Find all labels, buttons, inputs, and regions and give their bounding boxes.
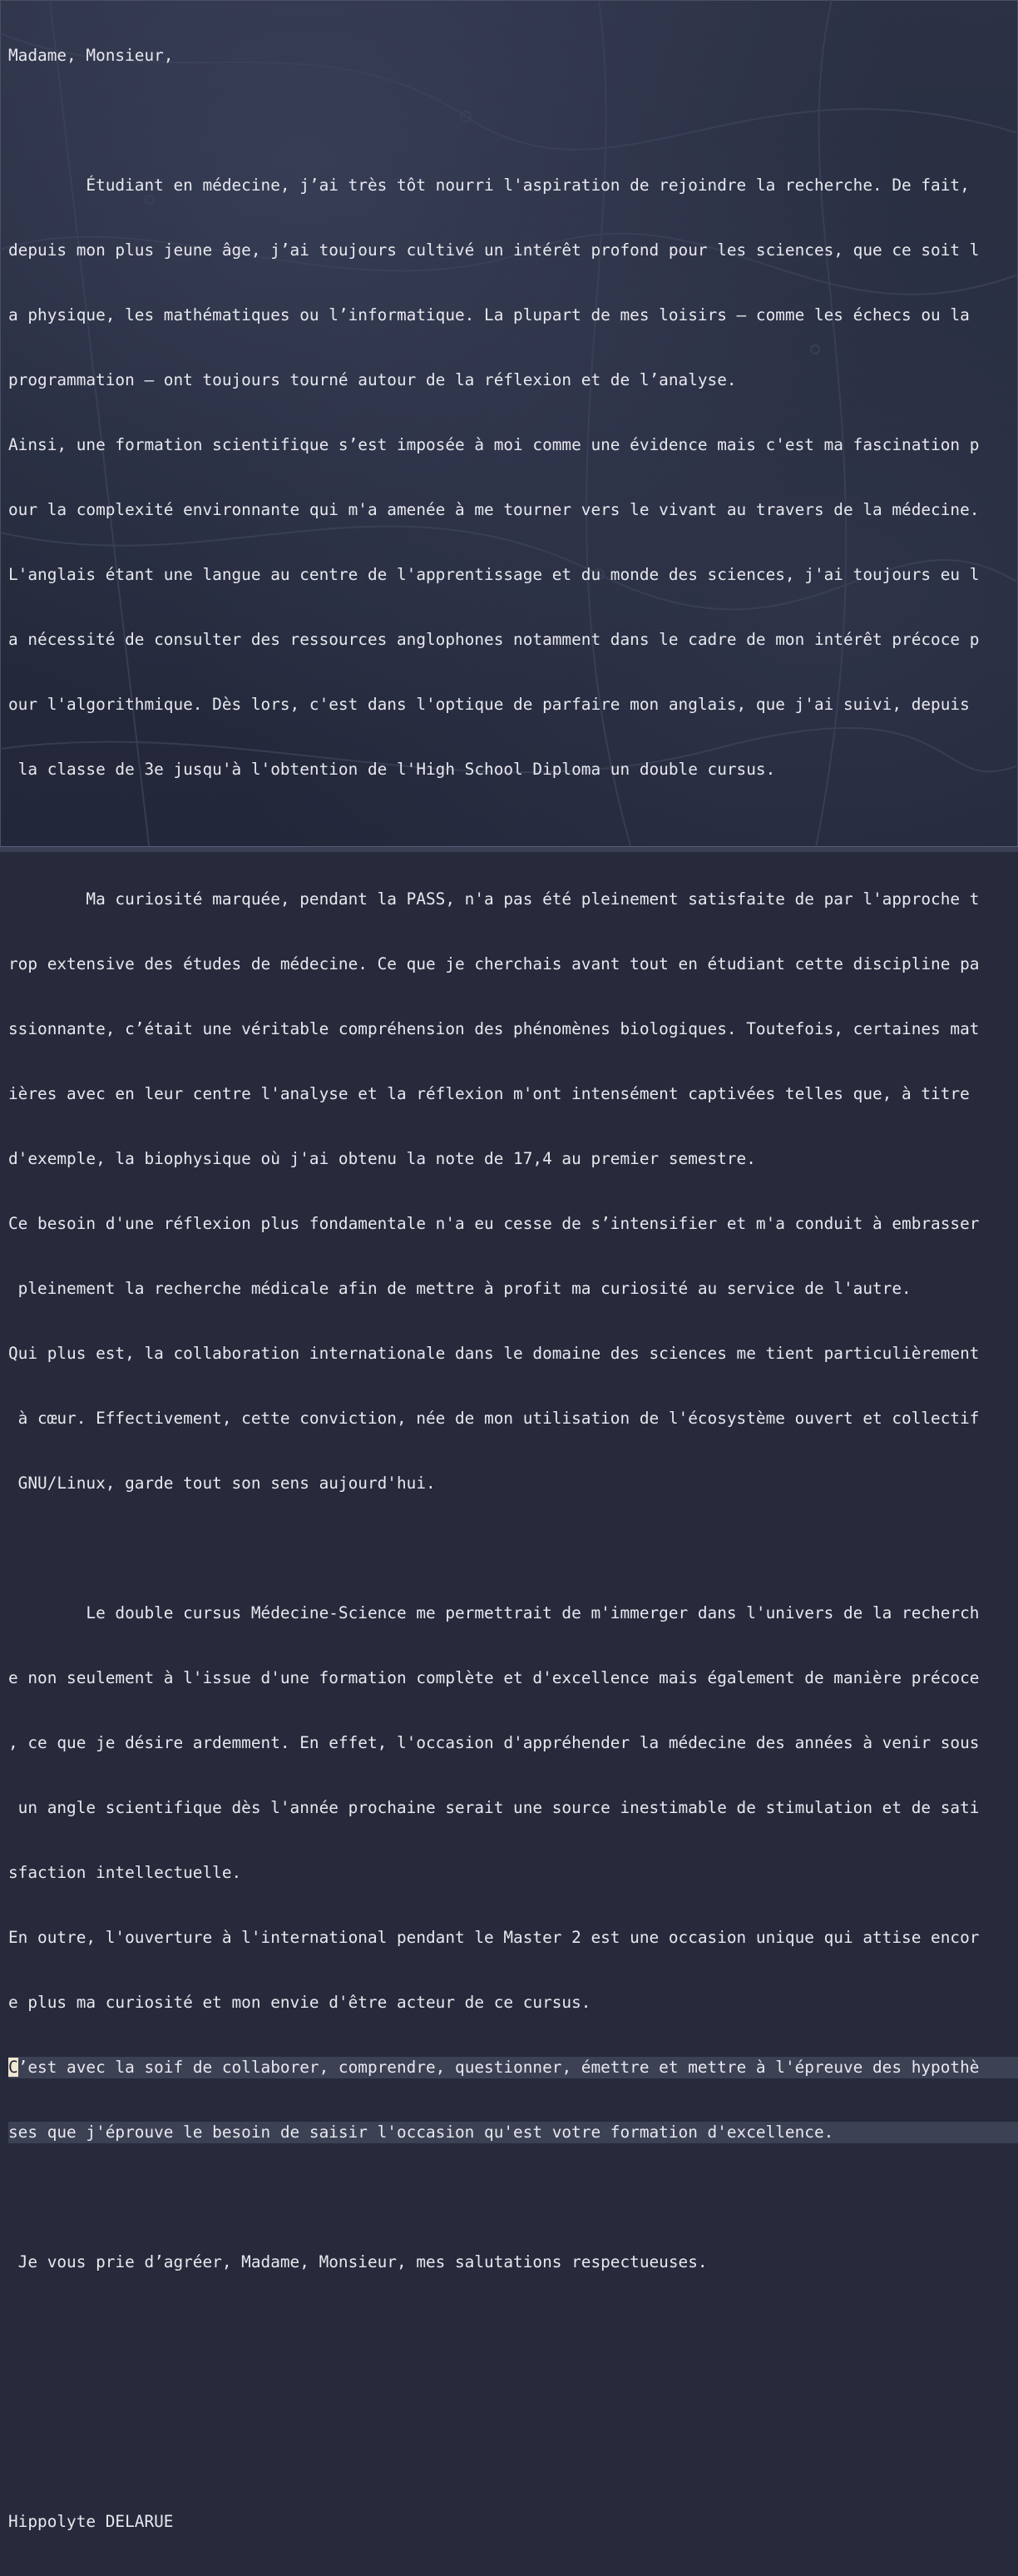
text-line: , ce que je désire ardemment. En effet, l'occasion d'appréhender la médecine des années à venir sous — [8, 1733, 980, 1752]
text-line: En outre, l'ouverture à l'international pendant le Master 2 est une occasion unique qui attise encor — [8, 1928, 980, 1947]
text-line: pleinement la recherche médicale afin de mettre à profit ma curiosité au service de l'autre. — [8, 1279, 912, 1298]
text-line: sfaction intellectuelle. — [8, 1863, 242, 1882]
text-line: ières avec en leur centre l'analyse et la réflexion m'ont intensément captivées telles que, à titre — [8, 1084, 970, 1103]
text-line: our la complexité environnante qui m'a amenée à me tourner vers le vivant au travers de la médecine. — [8, 500, 980, 519]
text-line: GNU/Linux, garde tout son sens aujourd'hui. — [8, 1474, 436, 1493]
text-line: un angle scientifique dès l'année prochaine serait une source inestimable de stimulation et de sati — [8, 1798, 980, 1817]
text-line: Le double cursus Médecine-Science me permettrait de m'immerger dans l'univers de la recherch — [8, 1603, 980, 1622]
signature-line: Hippolyte DELARUE — [8, 2512, 174, 2531]
text-line: rop extensive des études de médecine. Ce que je cherchais avant tout en étudiant cette discipline pa — [8, 954, 980, 973]
text-line: Qui plus est, la collaboration internationale dans le domaine des sciences me tient particulièrement — [8, 1344, 980, 1363]
text-line: depuis mon plus jeune âge, j’ai toujours cultivé un intérêt profond pour les sciences, que ce soit l — [8, 240, 980, 260]
text-line — [8, 2316, 1010, 2338]
text-line: Ma curiosité marquée, pendant la PASS, n'a pas été pleinement satisfaite de par l'approche t — [8, 889, 980, 909]
text-line: a physique, les mathématiques ou l’informatique. La plupart de mes loisirs – comme les échecs ou la — [8, 305, 970, 324]
text-line — [8, 2187, 1010, 2208]
text-line — [8, 110, 1010, 131]
text-line — [8, 824, 1010, 845]
current-line-text: ’est avec la soif de collaborer, comprendre, questionner, émettre et mettre à l'épreuve des hypothè — [17, 2058, 980, 2077]
text-line: e non seulement à l'issue d'une formation complète et d'excellence mais également de manière précoce — [8, 1668, 980, 1687]
text-line — [8, 2381, 1010, 2403]
text-line: L'anglais étant une langue au centre de l'apprentissage et du monde des sciences, j'ai toujours eu l — [8, 565, 980, 584]
text-line: Ainsi, une formation scientifique s’est imposée à moi comme une évidence mais c'est ma fascination p — [8, 435, 980, 454]
text-line: programmation – ont toujours tourné autour de la réflexion et de l’analyse. — [8, 370, 737, 389]
text-line — [8, 2446, 1010, 2468]
text-line: d'exemple, la biophysique où j'ai obtenu la note de 17,4 au premier semestre. — [8, 1149, 756, 1168]
document-text[interactable] — [8, 2, 1010, 2576]
current-line: ses que j'éprouve le besoin de saisir l'occasion qu'est votre formation d'excellence. — [8, 2122, 1018, 2143]
text-cursor[interactable]: C — [8, 2058, 18, 2077]
text-line: Je vous prie d’agréer, Madame, Monsieur, mes salutations respectueuses. — [8, 2252, 708, 2271]
text-line: la classe de 3e jusqu'à l'obtention de l'High School Diploma un double cursus. — [8, 760, 776, 779]
text-line: Madame, Monsieur, — [8, 46, 174, 65]
current-line — [8, 2057, 1018, 2078]
text-line: Étudiant en médecine, j’ai très tôt nourri l'aspiration de rejoindre la recherche. De fait, — [8, 176, 970, 195]
text-line: Ce besoin d'une réflexion plus fondamentale n'a eu cesse de s’intensifier et m'a conduit à embrasser — [8, 1214, 980, 1233]
text-line: ssionnante, c’était une véritable compréhension des phénomènes biologiques. Toutefois, certaines mat — [8, 1019, 980, 1038]
text-line: e plus ma curiosité et mon envie d'être acteur de ce cursus. — [8, 1993, 591, 2012]
text-line: a nécessité de consulter des ressources anglophones notamment dans le cadre de mon intérêt précoce p — [8, 630, 980, 649]
text-line — [8, 1538, 1010, 1559]
text-line: our l'algorithmique. Dès lors, c'est dans l'optique de parfaire mon anglais, que j'ai suivi, depuis — [8, 695, 970, 714]
text-line: à cœur. Effectivement, cette conviction, née de mon utilisation de l'écosystème ouvert et collectif — [8, 1409, 980, 1428]
